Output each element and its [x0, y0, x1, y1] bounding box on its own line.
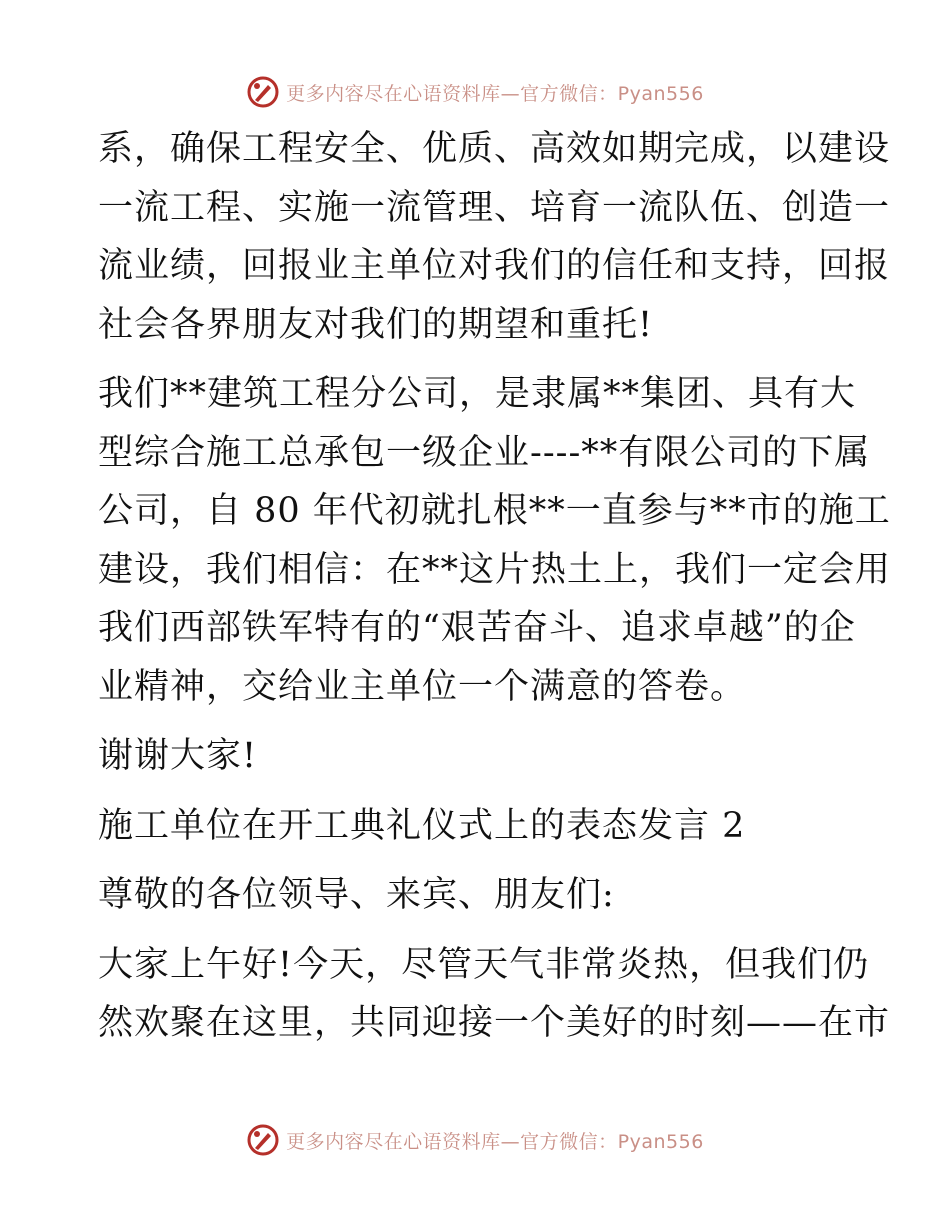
pen-circle-logo-icon	[246, 75, 280, 109]
paragraph	[98, 120, 891, 354]
paragraph-gap	[98, 925, 858, 936]
watermark-text: 更多内容尽在心语资料库—官方微信：Pyan556	[286, 82, 704, 105]
text-line: 谢谢大家!	[98, 736, 258, 776]
paragraph-gap	[98, 354, 858, 365]
text-line: 我们**建筑工程分公司，是隶属**集团、具有大	[98, 374, 857, 414]
footer-watermark	[0, 1120, 950, 1160]
paragraph-gap	[98, 786, 858, 797]
text-line: 大家上午好!今天，尽管天气非常炎热，但我们仍	[98, 944, 870, 985]
watermark-text: 更多内容尽在心语资料库—官方微信：Pyan556	[286, 1130, 704, 1153]
text-line: 业精神，交给业主单位一个满意的答卷。	[98, 666, 747, 707]
text-line: 型综合施工总承包一级企业----**有限公司的下属	[98, 432, 871, 473]
paragraph	[98, 936, 891, 1053]
paragraph	[98, 727, 858, 786]
text-line: 我们西部铁军特有的“艰苦奋斗、追求卓越”的企	[98, 608, 856, 648]
paragraph-gap	[98, 716, 858, 727]
text-line: 公司，自 80 年代初就扎根**一直参与**市的施工	[98, 491, 891, 531]
text-line: 然欢聚在这里，共同迎接一个美好的时刻——在市	[98, 1003, 891, 1043]
text-line: 一流工程、实施一流管理、培育一流队伍、创造一	[98, 187, 891, 228]
text-line: 施工单位在开工典礼仪式上的表态发言 2	[98, 805, 746, 846]
paragraph	[98, 866, 858, 925]
text-line: 尊敬的各位领导、来宾、朋友们:	[98, 875, 615, 915]
text-line: 流业绩，回报业主单位对我们的信任和支持，回报	[98, 246, 891, 286]
paragraph	[98, 797, 858, 856]
text-line: 系，确保工程安全、优质、高效如期完成，以建设	[98, 129, 891, 169]
header-watermark	[0, 72, 950, 112]
document-body	[98, 120, 892, 1053]
paragraph	[98, 365, 892, 716]
pen-circle-logo-icon	[246, 1123, 280, 1157]
text-line: 建设，我们相信：在**这片热土上，我们一定会用	[98, 549, 892, 590]
text-line: 社会各界朋友对我们的期望和重托!	[98, 304, 654, 345]
paragraph-gap	[98, 855, 858, 866]
